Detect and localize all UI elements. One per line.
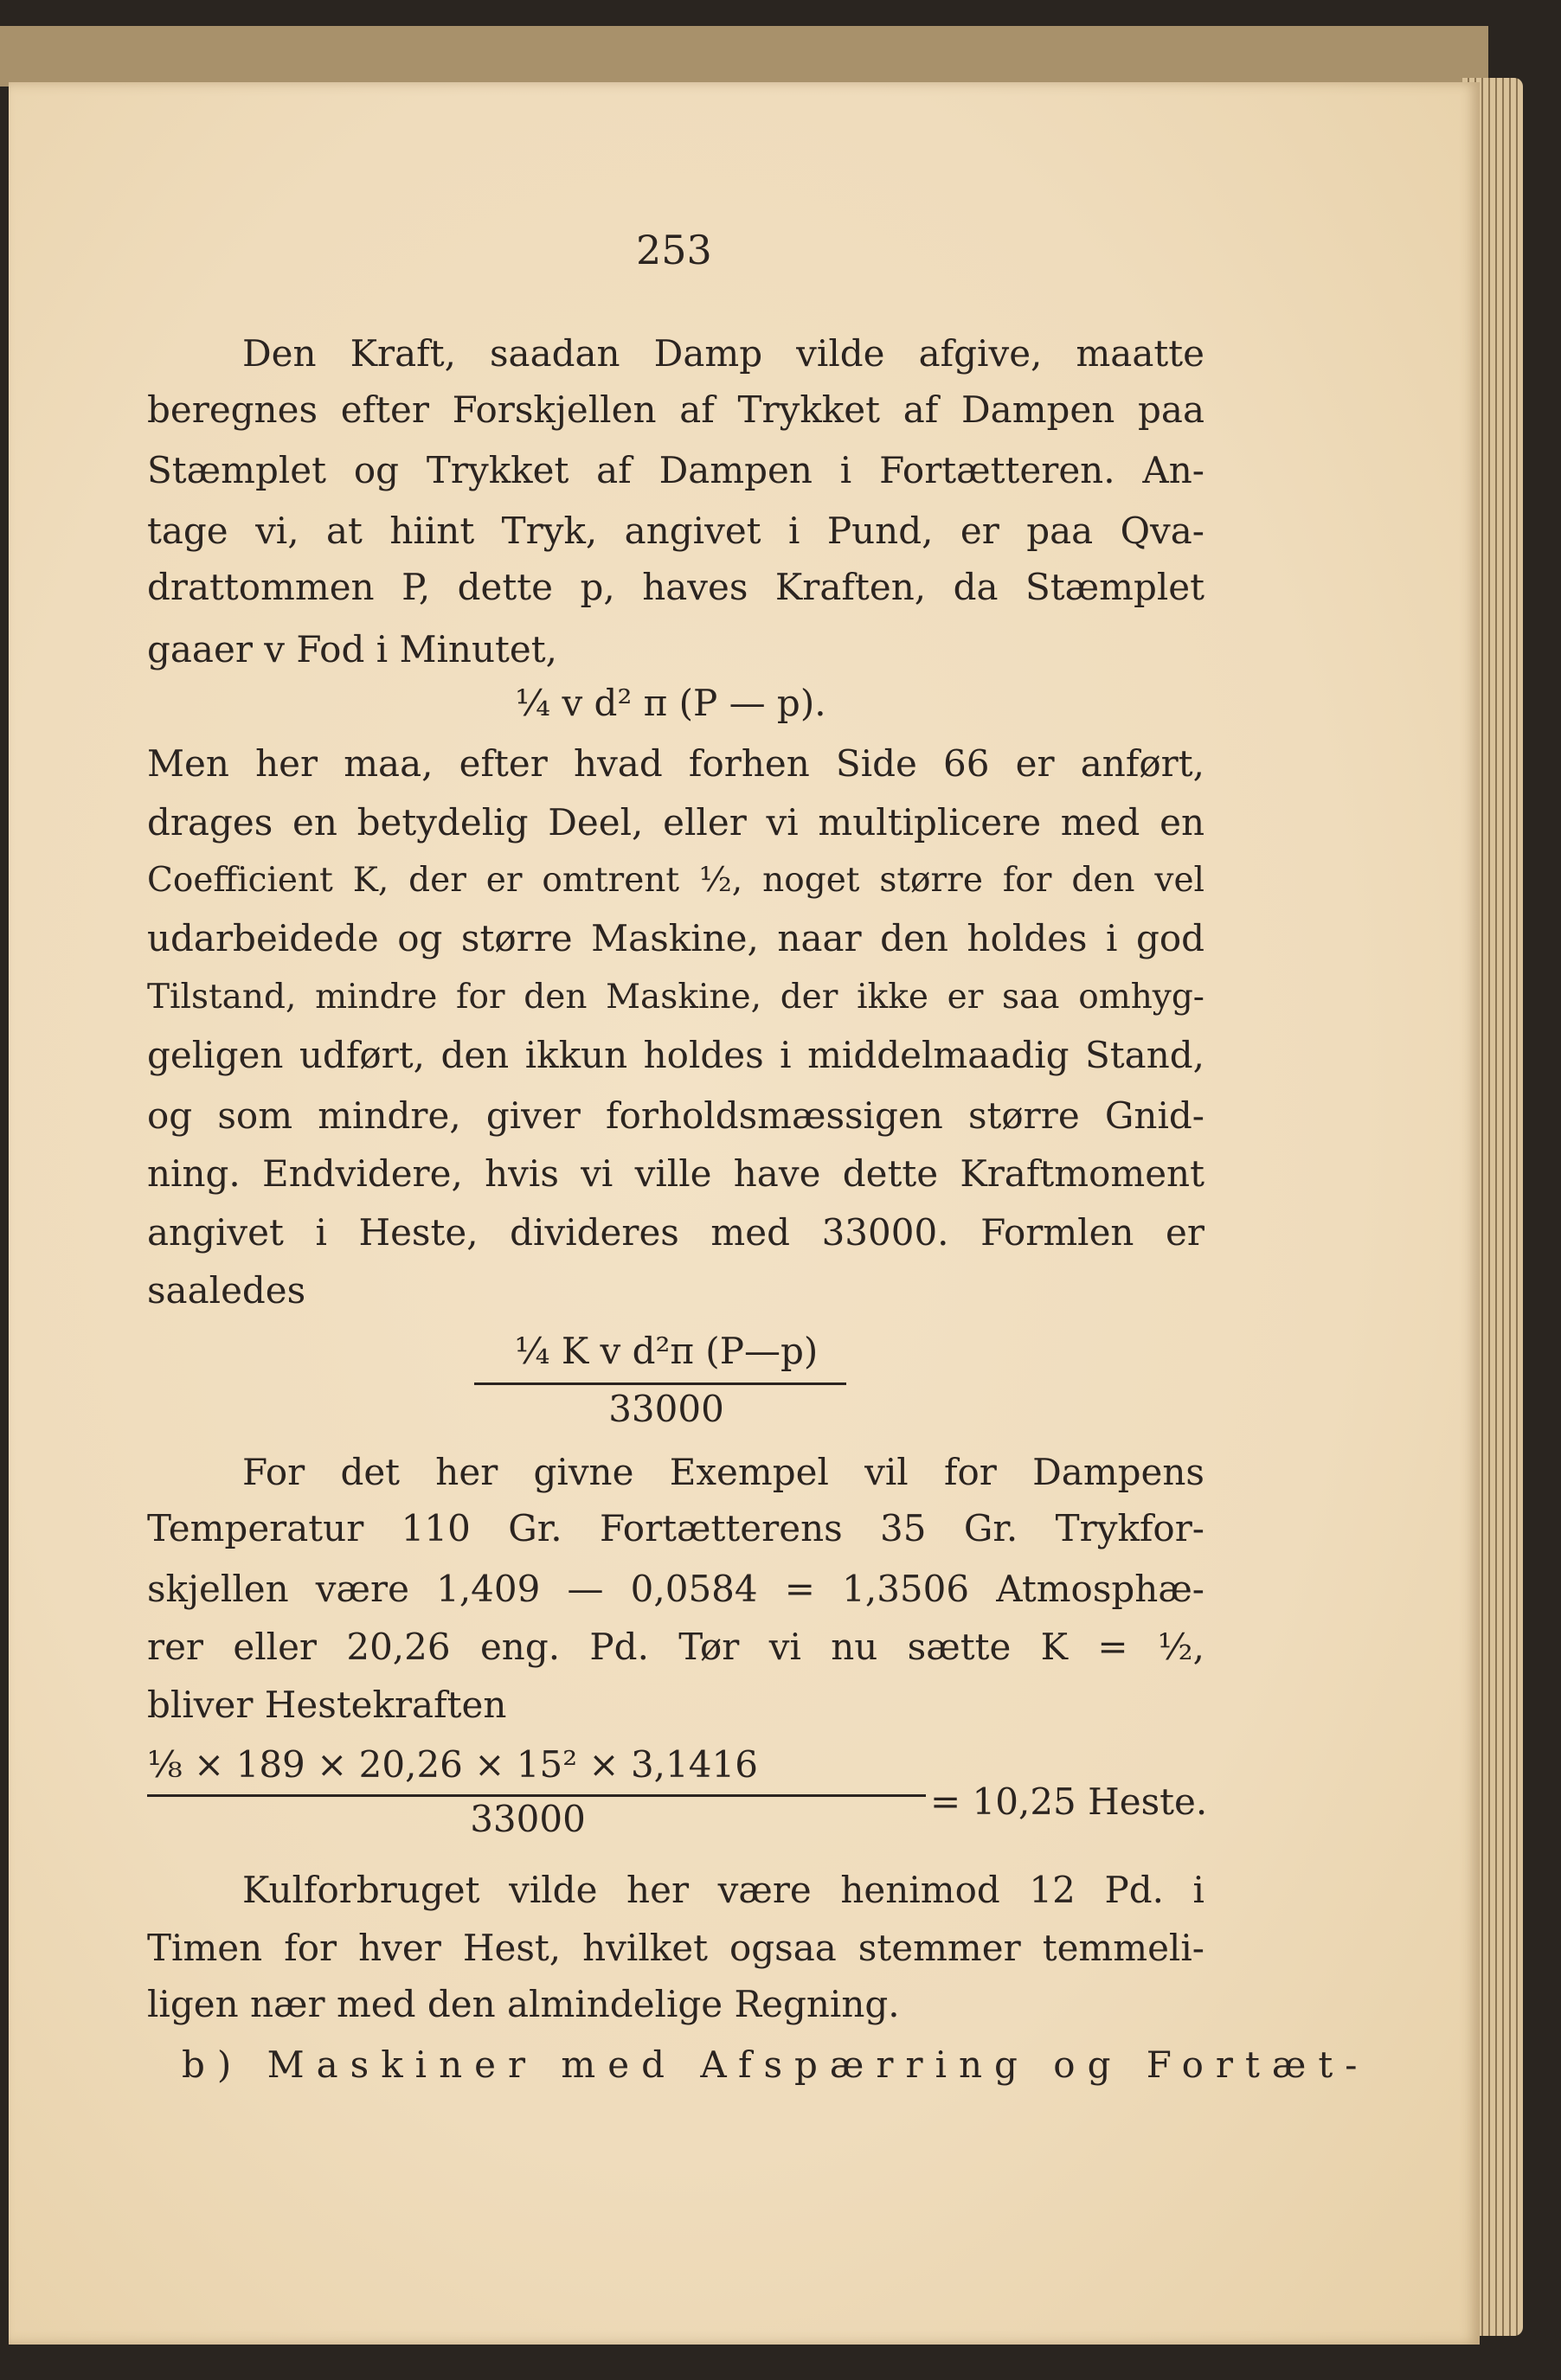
text-line: rer eller 20,26 eng. Pd. Tør vi nu sætte K = ½, [147,1626,1204,1668]
text-line: og som mindre, giver forholdsmæssigen større Gnid- [147,1094,1204,1137]
fraction-bar [147,1794,926,1797]
text-line: angivet i Heste, divideres med 33000. Formlen er [147,1211,1204,1254]
formula-denominator: 33000 [608,1388,724,1430]
formula-numerator: ¼ K v d²π (P—p) [514,1330,819,1372]
text-line: drattommen P, dette p, haves Kraften, da Stæmplet [147,566,1204,608]
text-line: Men her maa, efter hvad forhen Side 66 er anført, [147,742,1204,785]
text-line: bliver Hestekraften [147,1684,507,1726]
book-cover-edge [0,26,1488,87]
page-number: 253 [636,227,712,273]
text-line: gaaer v Fod i Minutet, [147,628,557,670]
text-line: Tilstand, mindre for den Maskine, der ikke er saa omhyg- [147,978,1204,1017]
text-line: Kulforbruget vilde her være henimod 12 Pd. i [242,1869,1204,1911]
text-line: tage vi, at hiint Tryk, angivet i Pund, er paa Qva- [147,510,1204,552]
section-heading: b) Maskiner med Afspærring og Fortæt- [182,2043,1370,2086]
text-line: Stæmplet og Trykket af Dampen i Fortætteren. An- [147,449,1204,491]
formula-denominator: 33000 [470,1798,586,1840]
text-line: For det her givne Exempel vil for Dampens [242,1451,1204,1493]
text-line: geligen udført, den ikkun holdes i middelmaadig Stand, [147,1034,1204,1076]
text-line: Temperatur 110 Gr. Fortætterens 35 Gr. Trykfor- [147,1507,1204,1549]
text-line: udarbeidede og større Maskine, naar den holdes i god [147,917,1204,959]
text-line: Timen for hver Hest, hvilket ogsaa stemmer temmeli- [147,1927,1204,1969]
fraction-bar [474,1382,846,1385]
text-line: beregnes efter Forskjellen af Trykket af Dampen paa [147,388,1204,431]
text-line: saaledes [147,1269,306,1312]
text-line: Den Kraft, saadan Damp vilde afgive, maatte [242,332,1204,375]
text-line: ning. Endvidere, hvis vi ville have dette Kraftmoment [147,1152,1204,1195]
formula-result: = 10,25 Heste. [930,1780,1208,1823]
formula-power: ¼ v d² π (P — p). [515,682,826,724]
text-line: ligen nær med den almindelige Regning. [147,1983,900,2025]
text-line: Coefficient K, der er omtrent ½, noget større for den vel [147,861,1204,900]
text-line: skjellen være 1,409 — 0,0584 = 1,3506 Atmosphæ- [147,1568,1204,1610]
formula-numerator: ⅛ × 189 × 20,26 × 15² × 3,1416 [147,1743,758,1786]
text-line: drages en betydelig Deel, eller vi multiplicere med en [147,801,1204,844]
